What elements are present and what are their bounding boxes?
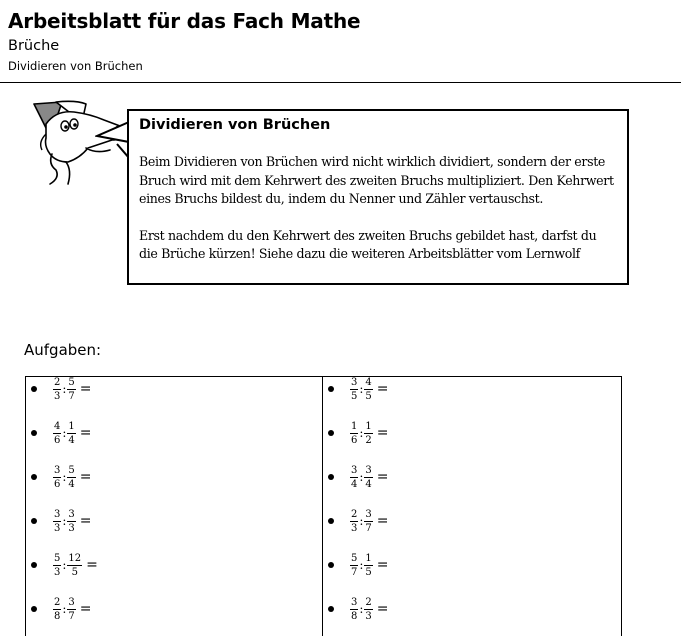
fraction-denominator: 4 [68, 434, 75, 446]
divisor-fraction [364, 553, 372, 578]
fraction-numerator: 2 [54, 376, 61, 388]
bullet-icon [31, 430, 37, 436]
task-item [31, 459, 92, 495]
fraction-numerator: 3 [351, 464, 358, 476]
fraction-numerator: 2 [351, 508, 358, 520]
fraction-denominator: 7 [365, 522, 372, 534]
fraction-denominator: 5 [351, 390, 358, 402]
equals-sign: = [376, 381, 389, 397]
fraction-numerator: 2 [54, 596, 61, 608]
fraction-numerator: 4 [365, 376, 372, 388]
fraction-bar [53, 609, 61, 610]
dividend-fraction [53, 553, 61, 578]
fraction-denominator: 7 [68, 390, 75, 402]
tasks-label: Aufgaben: [24, 341, 102, 359]
dividend-fraction [350, 421, 358, 446]
fraction-denominator: 8 [54, 610, 61, 622]
fraction-bar [364, 433, 372, 434]
fraction-numerator: 1 [68, 420, 75, 432]
fraction-bar [350, 609, 358, 610]
fraction-numerator: 3 [351, 596, 358, 608]
equals-sign: = [79, 601, 92, 617]
divisor-fraction [364, 377, 372, 402]
fraction-numerator: 3 [365, 508, 372, 520]
fraction-bar [53, 565, 61, 566]
division-sign: : [359, 426, 364, 440]
equals-sign: = [376, 601, 389, 617]
fraction-bar [53, 389, 61, 390]
dividend-fraction [350, 553, 358, 578]
task-item [31, 371, 92, 407]
fraction-denominator: 2 [365, 434, 372, 446]
division-sign: : [62, 382, 67, 396]
fraction-bar [67, 477, 75, 478]
subject-heading: Brüche [8, 38, 60, 54]
division-sign: : [359, 382, 364, 396]
fraction-numerator: 3 [68, 508, 75, 520]
fraction-denominator: 4 [68, 478, 75, 490]
fraction-denominator: 6 [54, 478, 61, 490]
fraction-numerator: 3 [351, 376, 358, 388]
division-sign: : [62, 514, 67, 528]
fraction-denominator: 7 [351, 566, 358, 578]
fraction-denominator: 6 [54, 434, 61, 446]
dividend-fraction [53, 421, 61, 446]
dividend-fraction [350, 509, 358, 534]
division-sign: : [359, 558, 364, 572]
fraction-numerator: 4 [54, 420, 61, 432]
fraction-numerator: 1 [365, 420, 372, 432]
dividend-fraction [350, 465, 358, 490]
fraction-bar [67, 521, 75, 522]
fraction-denominator: 3 [54, 522, 61, 534]
fraction-bar [67, 609, 75, 610]
fraction-bar [67, 433, 75, 434]
fraction-bar [364, 389, 372, 390]
bullet-icon [328, 518, 334, 524]
bullet-icon [31, 386, 37, 392]
task-item [328, 547, 389, 583]
fraction-bar [67, 565, 82, 566]
bullet-icon [328, 474, 334, 480]
fraction-denominator: 5 [365, 566, 372, 578]
fraction-numerator: 1 [351, 420, 358, 432]
fraction-numerator: 5 [351, 552, 358, 564]
fraction-denominator: 4 [351, 478, 358, 490]
fraction-numerator: 1 [365, 552, 372, 564]
task-item [31, 415, 92, 451]
info-box-title: Dividieren von Brüchen [139, 117, 331, 133]
task-item [328, 371, 389, 407]
topic-heading: Dividieren von Brüchen [8, 59, 143, 73]
task-item [328, 459, 389, 495]
bullet-icon [328, 606, 334, 612]
bullet-icon [328, 430, 334, 436]
task-item [328, 591, 389, 627]
equals-sign: = [376, 557, 389, 573]
bullet-icon [328, 386, 334, 392]
task-item [328, 503, 389, 539]
fraction-numerator: 3 [365, 464, 372, 476]
fraction-bar [364, 565, 372, 566]
divisor-fraction [67, 377, 75, 402]
task-item [31, 591, 92, 627]
equals-sign: = [79, 381, 92, 397]
header-divider [0, 82, 681, 83]
worksheet-title: Arbeitsblatt für das Fach Mathe [8, 9, 361, 33]
fraction-denominator: 3 [351, 522, 358, 534]
divisor-fraction [67, 597, 75, 622]
tasks-column-divider [322, 376, 323, 636]
fraction-denominator: 3 [54, 566, 61, 578]
fraction-denominator: 5 [365, 390, 372, 402]
division-sign: : [359, 470, 364, 484]
division-sign: : [359, 602, 364, 616]
division-sign: : [62, 602, 67, 616]
fraction-numerator: 12 [68, 552, 82, 564]
tasks-table [25, 376, 622, 636]
dividend-fraction [53, 509, 61, 534]
divisor-fraction [67, 553, 82, 578]
divisor-fraction [364, 421, 372, 446]
fraction-denominator: 4 [365, 478, 372, 490]
division-sign: : [62, 426, 67, 440]
divisor-fraction [364, 509, 372, 534]
fraction-bar [350, 565, 358, 566]
fraction-denominator: 3 [54, 390, 61, 402]
fraction-bar [350, 477, 358, 478]
fraction-denominator: 3 [365, 610, 372, 622]
fraction-bar [350, 521, 358, 522]
divisor-fraction [67, 509, 75, 534]
fraction-bar [53, 433, 61, 434]
dividend-fraction [53, 377, 61, 402]
fraction-denominator: 3 [68, 522, 75, 534]
fraction-bar [364, 609, 372, 610]
divisor-fraction [364, 597, 372, 622]
bullet-icon [31, 606, 37, 612]
fraction-bar [53, 521, 61, 522]
divisor-fraction [67, 465, 75, 490]
bullet-icon [31, 562, 37, 568]
fraction-bar [364, 477, 372, 478]
bullet-icon [31, 518, 37, 524]
fraction-numerator: 3 [54, 464, 61, 476]
task-item [31, 503, 92, 539]
bullet-icon [31, 474, 37, 480]
dividend-fraction [350, 377, 358, 402]
equals-sign: = [79, 469, 92, 485]
fraction-denominator: 5 [71, 566, 78, 578]
fraction-numerator: 3 [54, 508, 61, 520]
fraction-numerator: 5 [54, 552, 61, 564]
fraction-numerator: 3 [68, 596, 75, 608]
fraction-denominator: 6 [351, 434, 358, 446]
equals-sign: = [86, 557, 98, 573]
equals-sign: = [79, 513, 92, 529]
bullet-icon [328, 562, 334, 568]
info-box-text [139, 153, 617, 282]
fraction-numerator: 2 [365, 596, 372, 608]
divisor-fraction [364, 465, 372, 490]
dividend-fraction [350, 597, 358, 622]
equals-sign: = [79, 425, 92, 441]
fraction-bar [350, 433, 358, 434]
division-sign: : [359, 514, 364, 528]
division-sign: : [62, 470, 67, 484]
division-sign: : [62, 558, 67, 572]
fraction-numerator: 5 [68, 376, 75, 388]
info-paragraph-2: Erst nachdem du den Kehrwert des zweiten Bruchs gebildet hast, darfst du die Brüche kürzen! Siehe dazu die weiteren Arbeitsblätter vom Lernwolf [139, 227, 597, 261]
dividend-fraction [53, 597, 61, 622]
equals-sign: = [376, 469, 389, 485]
info-paragraph-1: Beim Dividieren von Brüchen wird nicht wirklich dividiert, sondern der erste Bruch wird mit dem Kehrwert des zweiten Bruchs multipliziert. Den Kehrwert eines Bruchs bildest du, indem du Nenner und Zähler vertauschst. [139, 154, 614, 206]
fraction-bar [364, 521, 372, 522]
equals-sign: = [376, 513, 389, 529]
fraction-denominator: 7 [68, 610, 75, 622]
fraction-numerator: 5 [68, 464, 75, 476]
fraction-bar [53, 477, 61, 478]
task-item [31, 547, 98, 583]
equals-sign: = [376, 425, 389, 441]
fraction-denominator: 8 [351, 610, 358, 622]
task-item [328, 415, 389, 451]
fraction-bar [350, 389, 358, 390]
fraction-bar [67, 389, 75, 390]
dividend-fraction [53, 465, 61, 490]
divisor-fraction [67, 421, 75, 446]
